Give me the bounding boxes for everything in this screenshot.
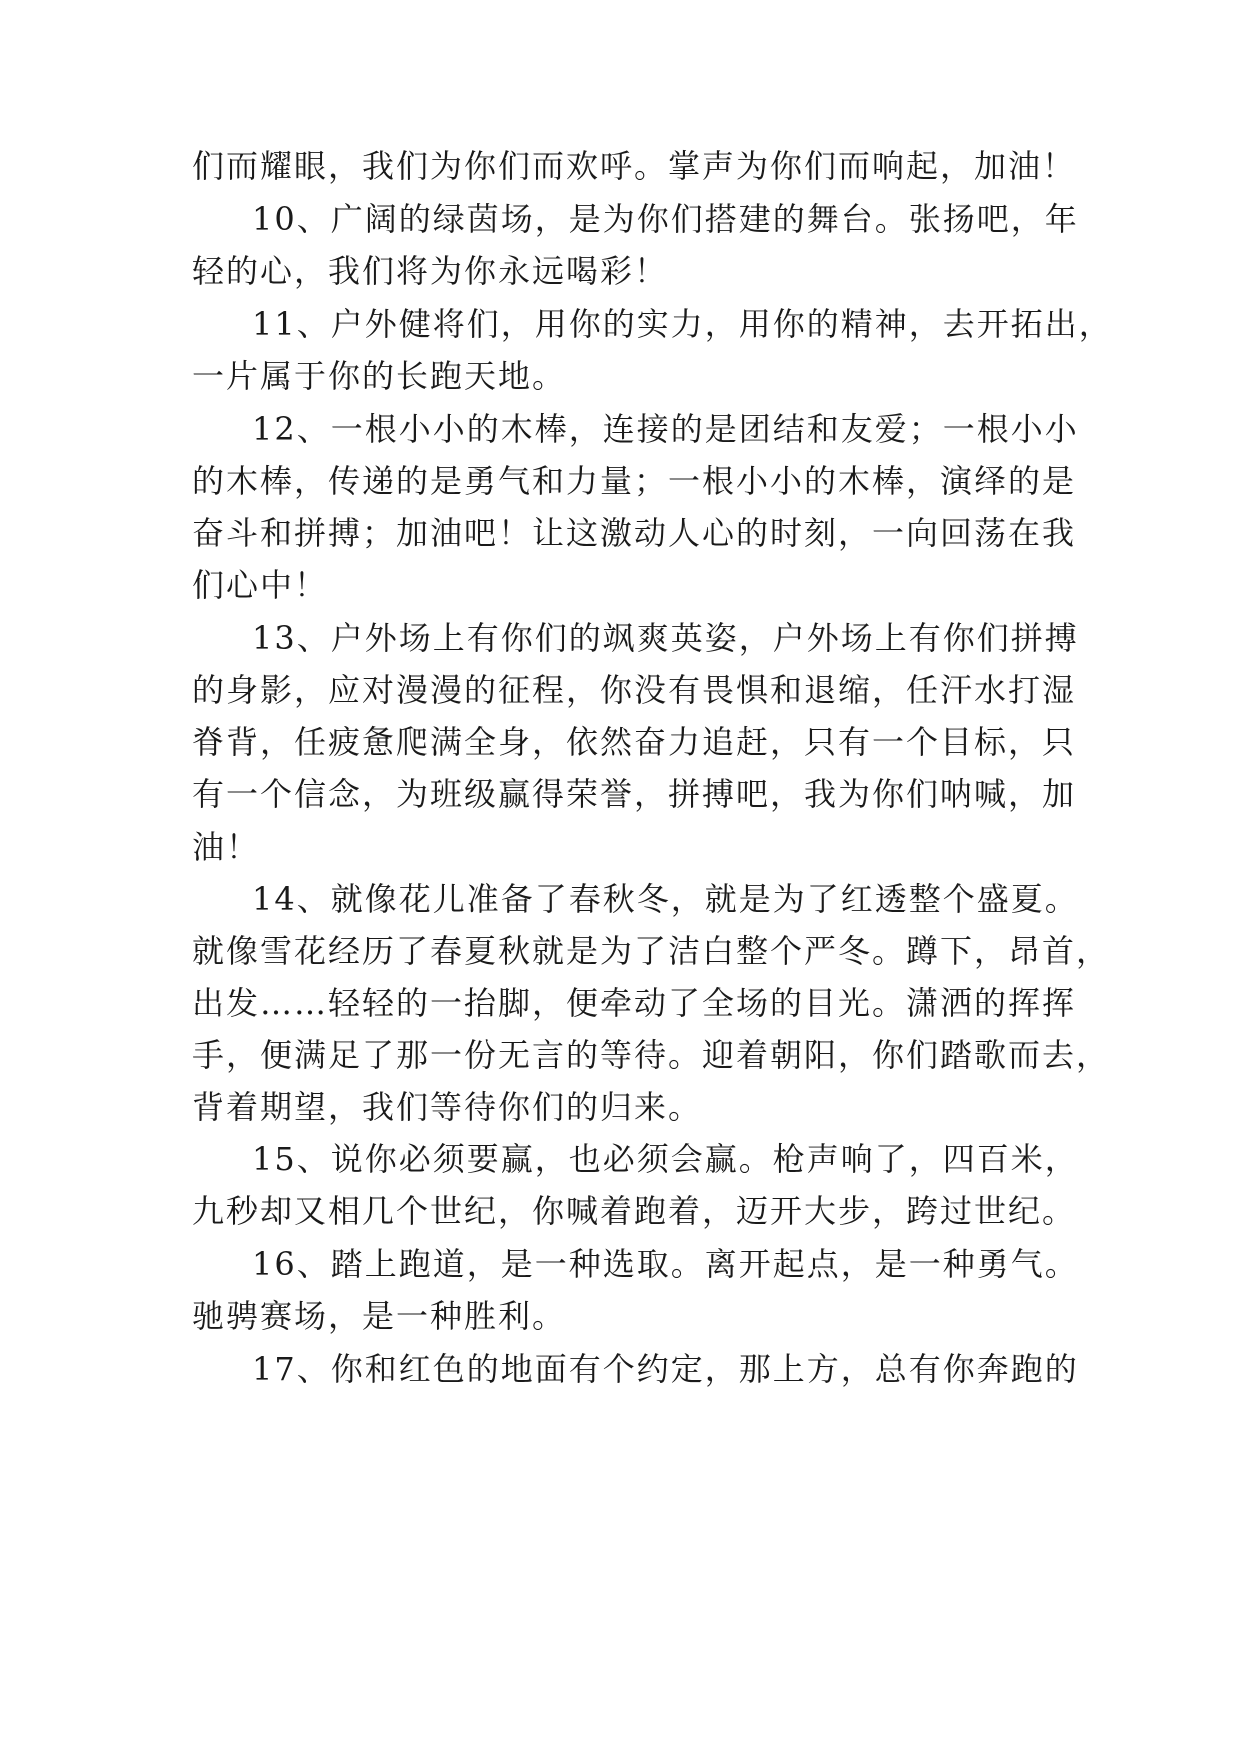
text-line: 们而耀眼，我们为你们而欢呼。掌声为你们而响起，加油！	[192, 147, 1077, 185]
text-line: 13、户外场上有你们的飒爽英姿，户外场上有你们拼搏	[252, 619, 1079, 657]
text-line: 出发……轻轻的一抬脚，便牵动了全场的目光。潇洒的挥挥	[192, 984, 1077, 1022]
text-line: 九秒却又相几个世纪，你喊着跑着，迈开大步，跨过世纪。	[192, 1192, 1077, 1230]
text-line: 有一个信念，为班级赢得荣誉，拼搏吧，我为你们呐喊，加	[192, 775, 1077, 813]
text-line: 驰骋赛场，是一种胜利。	[192, 1297, 567, 1335]
text-line: 脊背，任疲惫爬满全身，依然奋力追赶，只有一个目标，只	[192, 723, 1077, 761]
text-line: 们心中！	[192, 566, 329, 604]
text-line: 轻的心，我们将为你永远喝彩！	[192, 252, 669, 290]
text-line: 手，便满足了那一份无言的等待。迎着朝阳，你们踏歌而去，	[192, 1036, 1111, 1074]
text-line: 14、就像花儿准备了春秋冬，就是为了红透整个盛夏。	[252, 880, 1079, 918]
text-line: 17、你和红色的地面有个约定，那上方，总有你奔跑的	[252, 1350, 1079, 1388]
text-line: 10、广阔的绿茵场，是为你们搭建的舞台。张扬吧，年	[252, 200, 1079, 238]
text-line: 15、说你必须要赢，也必须会赢。枪声响了，四百米，	[252, 1140, 1079, 1178]
text-line: 油！	[192, 828, 261, 866]
text-line: 16、踏上跑道，是一种选取。离开起点，是一种勇气。	[252, 1245, 1079, 1283]
text-line: 就像雪花经历了春夏秋就是为了洁白整个严冬。蹲下，昂首，	[192, 932, 1111, 970]
text-line: 背着期望，我们等待你们的归来。	[192, 1088, 703, 1126]
text-line: 12、一根小小的木棒，连接的是团结和友爱；一根小小	[252, 410, 1079, 448]
text-line: 一片属于你的长跑天地。	[192, 357, 567, 395]
text-line: 11、户外健将们，用你的实力，用你的精神，去开拓出，	[252, 305, 1113, 343]
text-line: 的木棒，传递的是勇气和力量；一根小小的木棒，演绎的是	[192, 462, 1077, 500]
text-line: 的身影，应对漫漫的征程，你没有畏惧和退缩，任汗水打湿	[192, 671, 1077, 709]
text-line: 奋斗和拼搏；加油吧！让这激动人心的时刻，一向回荡在我	[192, 514, 1077, 552]
